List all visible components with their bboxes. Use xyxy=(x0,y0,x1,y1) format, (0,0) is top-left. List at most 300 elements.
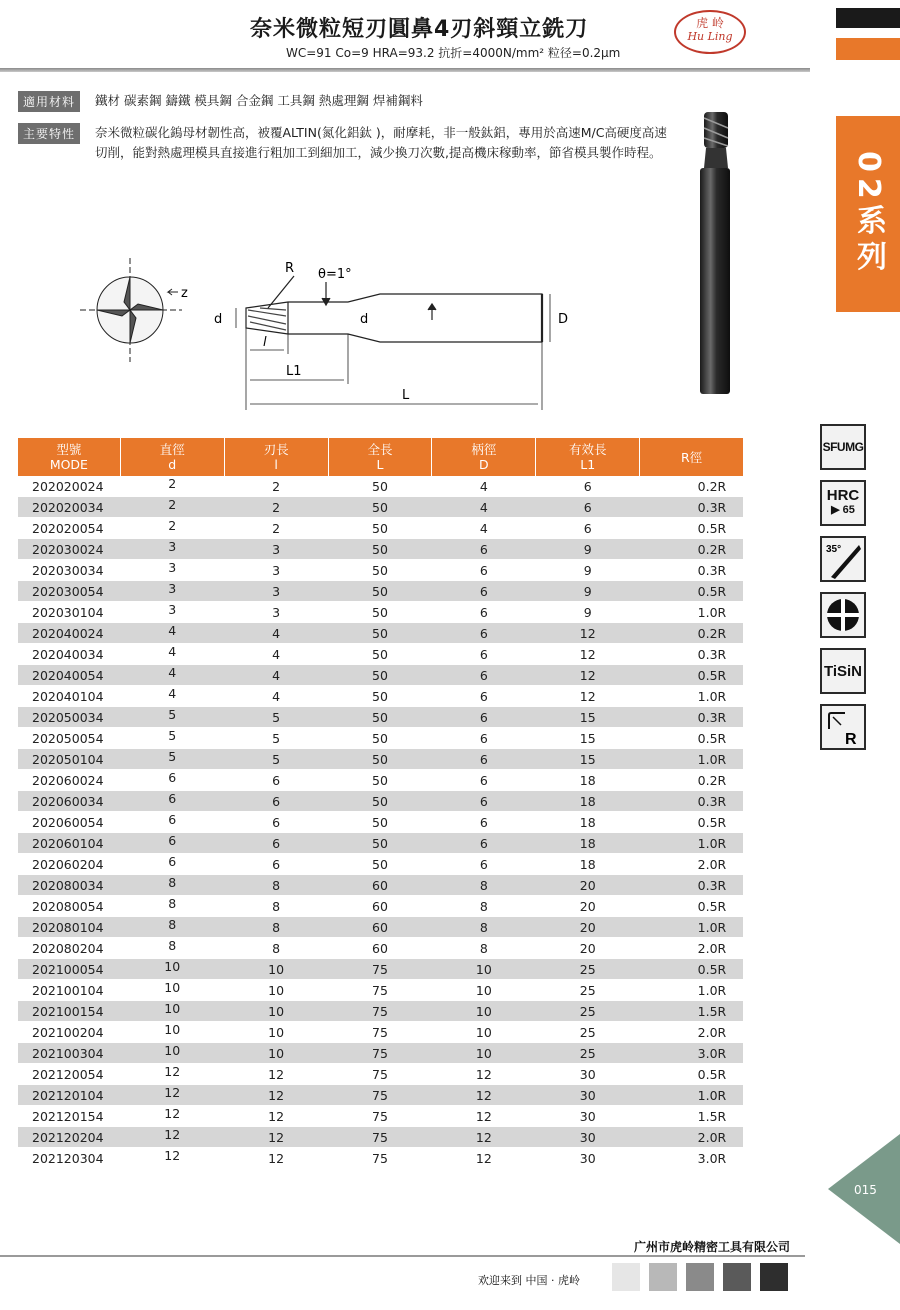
cell-overall-length: 50 xyxy=(328,812,432,833)
cell-overall-length: 50 xyxy=(328,644,432,665)
cell-shank-diameter: 6 xyxy=(432,707,536,728)
cell-radius: 0.2R xyxy=(640,770,743,791)
cell-radius: 3.0R xyxy=(640,1148,743,1169)
spec-table-body xyxy=(18,476,743,1169)
cell-diameter: 4 xyxy=(120,665,224,686)
color-swatch xyxy=(649,1263,677,1291)
table-row xyxy=(18,917,743,938)
cell-model: 202080204 xyxy=(18,938,120,959)
color-swatch xyxy=(612,1263,640,1291)
cell-radius: 1.0R xyxy=(640,980,743,1001)
cell-overall-length: 50 xyxy=(328,539,432,560)
cell-model: 202060054 xyxy=(18,812,120,833)
cell-radius: 0.5R xyxy=(640,959,743,980)
cell-effective-length: 12 xyxy=(536,623,640,644)
cell-shank-diameter: 6 xyxy=(432,770,536,791)
cell-effective-length: 20 xyxy=(536,938,640,959)
cell-effective-length: 25 xyxy=(536,980,640,1001)
cell-flute-length: 10 xyxy=(224,1043,328,1064)
cell-shank-diameter: 6 xyxy=(432,791,536,812)
cell-flute-length: 2 xyxy=(224,497,328,518)
cell-effective-length: 6 xyxy=(536,476,640,497)
cell-flute-length: 8 xyxy=(224,938,328,959)
corner-radius-label: R xyxy=(845,731,857,747)
cell-shank-diameter: 6 xyxy=(432,602,536,623)
cell-model: 202020054 xyxy=(18,518,120,539)
cell-overall-length: 50 xyxy=(328,728,432,749)
cell-model: 202060204 xyxy=(18,854,120,875)
cell-flute-length: 4 xyxy=(224,644,328,665)
table-row xyxy=(18,497,743,518)
cell-effective-length: 20 xyxy=(536,896,640,917)
cell-overall-length: 75 xyxy=(328,1043,432,1064)
cell-flute-length: 4 xyxy=(224,665,328,686)
cell-diameter: 10 xyxy=(120,1043,224,1064)
cell-diameter: 3 xyxy=(120,560,224,581)
cell-shank-diameter: 6 xyxy=(432,623,536,644)
cell-flute-length: 8 xyxy=(224,896,328,917)
cell-effective-length: 15 xyxy=(536,728,640,749)
cell-flute-length: 12 xyxy=(224,1064,328,1085)
end-view xyxy=(80,258,182,362)
cell-diameter: 4 xyxy=(120,686,224,707)
cell-flute-length: 3 xyxy=(224,581,328,602)
cell-radius: 3.0R xyxy=(640,1043,743,1064)
hrc-icon xyxy=(820,480,866,526)
cell-shank-diameter: 6 xyxy=(432,644,536,665)
table-row xyxy=(18,560,743,581)
table-row xyxy=(18,623,743,644)
cell-shank-diameter: 6 xyxy=(432,560,536,581)
cell-overall-length: 50 xyxy=(328,497,432,518)
cell-effective-length: 18 xyxy=(536,812,640,833)
cell-shank-diameter: 4 xyxy=(432,497,536,518)
cell-radius: 0.5R xyxy=(640,896,743,917)
cell-diameter: 3 xyxy=(120,602,224,623)
cell-effective-length: 9 xyxy=(536,602,640,623)
cell-diameter: 6 xyxy=(120,812,224,833)
cell-diameter: 10 xyxy=(120,980,224,1001)
header-black-bar xyxy=(836,8,900,28)
cell-diameter: 12 xyxy=(120,1085,224,1106)
cell-radius: 0.2R xyxy=(640,623,743,644)
cell-flute-length: 12 xyxy=(224,1127,328,1148)
table-row xyxy=(18,980,743,1001)
cell-diameter: 4 xyxy=(120,644,224,665)
cell-effective-length: 18 xyxy=(536,854,640,875)
cell-effective-length: 9 xyxy=(536,539,640,560)
cell-radius: 0.2R xyxy=(640,539,743,560)
cell-effective-length: 30 xyxy=(536,1106,640,1127)
cell-shank-diameter: 6 xyxy=(432,686,536,707)
cell-model: 202060104 xyxy=(18,833,120,854)
cell-radius: 0.3R xyxy=(640,644,743,665)
label-overall-length: L xyxy=(402,388,410,403)
cell-radius: 0.3R xyxy=(640,791,743,812)
cell-overall-length: 75 xyxy=(328,1022,432,1043)
cell-diameter: 2 xyxy=(120,518,224,539)
cell-model: 202030054 xyxy=(18,581,120,602)
cell-overall-length: 60 xyxy=(328,938,432,959)
cell-diameter: 5 xyxy=(120,749,224,770)
cell-radius: 0.5R xyxy=(640,1064,743,1085)
table-row xyxy=(18,728,743,749)
cell-radius: 2.0R xyxy=(640,1022,743,1043)
materials-text: 鐵材 碳素鋼 鑄鐵 模具鋼 合金鋼 工具鋼 熱處理鋼 焊補鋼料 xyxy=(95,93,423,108)
cell-model: 202030104 xyxy=(18,602,120,623)
cell-shank-diameter: 4 xyxy=(432,518,536,539)
cell-diameter: 10 xyxy=(120,959,224,980)
cell-model: 202080054 xyxy=(18,896,120,917)
table-row xyxy=(18,749,743,770)
cell-effective-length: 9 xyxy=(536,560,640,581)
table-row xyxy=(18,644,743,665)
helix-angle-icon xyxy=(820,536,866,582)
cell-flute-length: 4 xyxy=(224,686,328,707)
cell-radius: 1.0R xyxy=(640,917,743,938)
cell-flute-length: 2 xyxy=(224,476,328,497)
features-text: 奈米微粒碳化鎢母材韌性高，被覆ALTIN(氮化鋁鈦 )，耐摩耗，非一般鈦鋁，專用於高速M/C高硬度高速切削，能對熱處理模具直接進行粗加工到細加工，減少換刀次數,提高機床稼動率，節省模具製作時程。 xyxy=(95,125,667,160)
cell-radius: 0.3R xyxy=(640,497,743,518)
color-swatch xyxy=(686,1263,714,1291)
cell-flute-length: 2 xyxy=(224,518,328,539)
cell-shank-diameter: 6 xyxy=(432,833,536,854)
cell-overall-length: 50 xyxy=(328,686,432,707)
cell-model: 202100054 xyxy=(18,959,120,980)
color-swatch xyxy=(723,1263,751,1291)
series-tab-label: 02系列 xyxy=(851,151,886,277)
cell-shank-diameter: 8 xyxy=(432,917,536,938)
cell-overall-length: 60 xyxy=(328,875,432,896)
table-row xyxy=(18,686,743,707)
tool-dimension-diagram xyxy=(80,258,580,418)
cell-radius: 1.0R xyxy=(640,833,743,854)
cell-flute-length: 8 xyxy=(224,917,328,938)
cell-overall-length: 50 xyxy=(328,665,432,686)
label-shank-diameter: D xyxy=(558,312,569,327)
cell-effective-length: 20 xyxy=(536,917,640,938)
cell-model: 202100204 xyxy=(18,1022,120,1043)
cell-effective-length: 30 xyxy=(536,1127,640,1148)
cell-model: 202050034 xyxy=(18,707,120,728)
cell-overall-length: 50 xyxy=(328,770,432,791)
cell-flute-length: 6 xyxy=(224,770,328,791)
cell-diameter: 10 xyxy=(120,1001,224,1022)
cell-shank-diameter: 12 xyxy=(432,1064,536,1085)
table-row xyxy=(18,1085,743,1106)
cell-effective-length: 12 xyxy=(536,686,640,707)
cell-shank-diameter: 12 xyxy=(432,1148,536,1169)
cell-overall-length: 50 xyxy=(328,707,432,728)
table-row xyxy=(18,1106,743,1127)
logo-latin: Hu Ling xyxy=(687,30,733,43)
label-d-left: d xyxy=(214,312,223,327)
cell-flute-length: 3 xyxy=(224,539,328,560)
cell-effective-length: 25 xyxy=(536,959,640,980)
cell-shank-diameter: 10 xyxy=(432,959,536,980)
cell-overall-length: 75 xyxy=(328,959,432,980)
four-flute-icon xyxy=(820,592,866,638)
cell-shank-diameter: 6 xyxy=(432,581,536,602)
cell-flute-length: 5 xyxy=(224,707,328,728)
cell-diameter: 6 xyxy=(120,854,224,875)
cell-flute-length: 4 xyxy=(224,623,328,644)
cell-radius: 1.5R xyxy=(640,1001,743,1022)
cell-effective-length: 30 xyxy=(536,1064,640,1085)
cell-overall-length: 50 xyxy=(328,602,432,623)
label-d-mid: d xyxy=(360,312,369,327)
cell-model: 202030034 xyxy=(18,560,120,581)
cell-diameter: 12 xyxy=(120,1148,224,1169)
cell-flute-length: 3 xyxy=(224,560,328,581)
cell-diameter: 6 xyxy=(120,833,224,854)
features-label: 主要特性 xyxy=(18,123,80,144)
cell-diameter: 3 xyxy=(120,581,224,602)
table-row xyxy=(18,581,743,602)
cell-effective-length: 25 xyxy=(536,1001,640,1022)
cell-effective-length: 6 xyxy=(536,497,640,518)
cell-flute-length: 12 xyxy=(224,1106,328,1127)
cell-flute-length: 12 xyxy=(224,1148,328,1169)
cell-shank-diameter: 10 xyxy=(432,1043,536,1064)
table-row xyxy=(18,791,743,812)
cell-radius: 1.0R xyxy=(640,602,743,623)
footer-divider xyxy=(0,1255,805,1257)
corner-radius-icon xyxy=(820,704,866,750)
cell-diameter: 3 xyxy=(120,539,224,560)
col-effective-length: 有效長 L1 xyxy=(536,438,640,476)
col-diameter: 直徑 d xyxy=(120,438,224,476)
label-theta: θ=1° xyxy=(318,267,352,282)
cell-model: 202040034 xyxy=(18,644,120,665)
cell-radius: 2.0R xyxy=(640,1127,743,1148)
table-row xyxy=(18,959,743,980)
cell-flute-length: 8 xyxy=(224,875,328,896)
cell-model: 202050054 xyxy=(18,728,120,749)
cell-radius: 1.0R xyxy=(640,1085,743,1106)
cell-effective-length: 30 xyxy=(536,1148,640,1169)
cell-flute-length: 10 xyxy=(224,980,328,1001)
cell-flute-length: 6 xyxy=(224,791,328,812)
cell-flute-length: 6 xyxy=(224,833,328,854)
cell-shank-diameter: 8 xyxy=(432,896,536,917)
cell-radius: 1.0R xyxy=(640,686,743,707)
cell-model: 202020034 xyxy=(18,497,120,518)
table-row xyxy=(18,1043,743,1064)
helix-angle-label: 35° xyxy=(826,544,842,555)
cell-model: 202120054 xyxy=(18,1064,120,1085)
cell-effective-length: 25 xyxy=(536,1043,640,1064)
table-row xyxy=(18,1064,743,1085)
cell-diameter: 8 xyxy=(120,917,224,938)
cell-diameter: 8 xyxy=(120,896,224,917)
cell-model: 202040104 xyxy=(18,686,120,707)
cell-effective-length: 9 xyxy=(536,581,640,602)
cell-model: 202100104 xyxy=(18,980,120,1001)
cell-diameter: 12 xyxy=(120,1127,224,1148)
cell-model: 202060024 xyxy=(18,770,120,791)
table-row xyxy=(18,854,743,875)
cell-overall-length: 50 xyxy=(328,581,432,602)
cell-shank-diameter: 6 xyxy=(432,539,536,560)
cell-overall-length: 75 xyxy=(328,980,432,1001)
cell-shank-diameter: 12 xyxy=(432,1127,536,1148)
cell-effective-length: 12 xyxy=(536,644,640,665)
cell-overall-length: 50 xyxy=(328,518,432,539)
table-row xyxy=(18,812,743,833)
cell-radius: 1.0R xyxy=(640,749,743,770)
cell-overall-length: 75 xyxy=(328,1127,432,1148)
header-divider xyxy=(0,68,810,72)
cell-shank-diameter: 6 xyxy=(432,749,536,770)
label-radius: R xyxy=(285,261,295,276)
company-name: 广州市虎岭精密工具有限公司 xyxy=(634,1240,791,1254)
cell-overall-length: 75 xyxy=(328,1106,432,1127)
cell-diameter: 6 xyxy=(120,791,224,812)
cell-radius: 0.3R xyxy=(640,560,743,581)
cell-model: 202060034 xyxy=(18,791,120,812)
cell-radius: 0.2R xyxy=(640,476,743,497)
welcome-text: 欢迎来到 中国 · 虎岭 xyxy=(478,1274,580,1287)
cell-radius: 0.3R xyxy=(640,875,743,896)
cell-overall-length: 75 xyxy=(328,1085,432,1106)
cell-model: 202100304 xyxy=(18,1043,120,1064)
cell-flute-length: 10 xyxy=(224,1001,328,1022)
sfumg-icon: SFUMG xyxy=(820,424,866,470)
cell-diameter: 6 xyxy=(120,770,224,791)
materials-label: 適用材料 xyxy=(18,91,80,112)
cell-radius: 0.5R xyxy=(640,518,743,539)
cell-overall-length: 50 xyxy=(328,560,432,581)
cell-effective-length: 20 xyxy=(536,875,640,896)
col-flute-length: 刃長 l xyxy=(224,438,328,476)
cell-model: 202120204 xyxy=(18,1127,120,1148)
cell-radius: 0.3R xyxy=(640,707,743,728)
table-row xyxy=(18,1127,743,1148)
cell-effective-length: 6 xyxy=(536,518,640,539)
side-view xyxy=(236,276,550,410)
table-row xyxy=(18,1022,743,1043)
label-flute-length: l xyxy=(263,335,267,350)
page-title: 奈米微粒短刃圓鼻4刃斜頸立銑刀 xyxy=(250,17,589,42)
table-row xyxy=(18,1001,743,1022)
page-number: 015 xyxy=(854,1183,877,1197)
table-row xyxy=(18,518,743,539)
material-spec: WC=91 Co=9 HRA=93.2 抗折=4000N/mm² 粒径=0.2μm xyxy=(286,46,621,60)
cell-radius: 0.5R xyxy=(640,728,743,749)
cell-diameter: 12 xyxy=(120,1064,224,1085)
cell-shank-diameter: 6 xyxy=(432,665,536,686)
table-row xyxy=(18,665,743,686)
cell-radius: 2.0R xyxy=(640,938,743,959)
cell-radius: 0.5R xyxy=(640,581,743,602)
cell-flute-length: 5 xyxy=(224,728,328,749)
cell-overall-length: 50 xyxy=(328,854,432,875)
cell-model: 202030024 xyxy=(18,539,120,560)
cell-shank-diameter: 10 xyxy=(432,980,536,1001)
cell-shank-diameter: 6 xyxy=(432,812,536,833)
cell-overall-length: 75 xyxy=(328,1064,432,1085)
table-row xyxy=(18,539,743,560)
cell-diameter: 4 xyxy=(120,623,224,644)
cell-shank-diameter: 4 xyxy=(432,476,536,497)
col-shank-diameter: 柄徑 D xyxy=(432,438,536,476)
cell-radius: 0.5R xyxy=(640,812,743,833)
cell-diameter: 10 xyxy=(120,1022,224,1043)
label-effective-length: L1 xyxy=(286,364,302,379)
cell-effective-length: 18 xyxy=(536,770,640,791)
col-overall-length: 全長 L xyxy=(328,438,432,476)
cell-model: 202040054 xyxy=(18,665,120,686)
cell-effective-length: 18 xyxy=(536,833,640,854)
label-z: z xyxy=(181,286,188,301)
table-row xyxy=(18,875,743,896)
logo-chinese: 虎 岭 xyxy=(696,16,724,30)
col-radius: R徑 xyxy=(640,438,743,476)
cell-overall-length: 60 xyxy=(328,917,432,938)
col-model: 型號 MODE xyxy=(18,438,120,476)
table-row xyxy=(18,938,743,959)
cell-overall-length: 50 xyxy=(328,749,432,770)
cell-flute-length: 3 xyxy=(224,602,328,623)
cell-effective-length: 15 xyxy=(536,707,640,728)
cell-shank-diameter: 6 xyxy=(432,728,536,749)
cell-shank-diameter: 10 xyxy=(432,1001,536,1022)
cell-overall-length: 50 xyxy=(328,476,432,497)
cell-model: 202080104 xyxy=(18,917,120,938)
series-tab xyxy=(836,116,900,312)
table-row xyxy=(18,896,743,917)
cell-model: 202080034 xyxy=(18,875,120,896)
cell-flute-length: 5 xyxy=(224,749,328,770)
cell-effective-length: 30 xyxy=(536,1085,640,1106)
header-orange-bar xyxy=(836,38,900,60)
table-row xyxy=(18,707,743,728)
cell-model: 202020024 xyxy=(18,476,120,497)
cell-flute-length: 10 xyxy=(224,959,328,980)
cell-diameter: 8 xyxy=(120,875,224,896)
table-row xyxy=(18,476,743,497)
cell-overall-length: 75 xyxy=(328,1001,432,1022)
cell-model: 202100154 xyxy=(18,1001,120,1022)
cell-model: 202120104 xyxy=(18,1085,120,1106)
cell-shank-diameter: 6 xyxy=(432,854,536,875)
cell-radius: 2.0R xyxy=(640,854,743,875)
cell-shank-diameter: 10 xyxy=(432,1022,536,1043)
spec-table xyxy=(18,438,743,1169)
cell-radius: 0.5R xyxy=(640,665,743,686)
cell-overall-length: 75 xyxy=(328,1148,432,1169)
cell-flute-length: 6 xyxy=(224,812,328,833)
table-row xyxy=(18,602,743,623)
cell-overall-length: 50 xyxy=(328,623,432,644)
cell-model: 202050104 xyxy=(18,749,120,770)
cell-model: 202120154 xyxy=(18,1106,120,1127)
cell-effective-length: 12 xyxy=(536,665,640,686)
table-row xyxy=(18,1148,743,1169)
cell-shank-diameter: 12 xyxy=(432,1106,536,1127)
table-header-row xyxy=(18,438,743,476)
cell-model: 202040024 xyxy=(18,623,120,644)
color-swatch xyxy=(760,1263,788,1291)
brand-logo xyxy=(674,10,746,54)
cell-shank-diameter: 8 xyxy=(432,938,536,959)
hrc-label: HRC xyxy=(826,487,860,504)
hrc-value: ▶ 65 xyxy=(831,504,855,516)
table-row xyxy=(18,833,743,854)
cell-effective-length: 18 xyxy=(536,791,640,812)
cell-radius: 1.5R xyxy=(640,1106,743,1127)
